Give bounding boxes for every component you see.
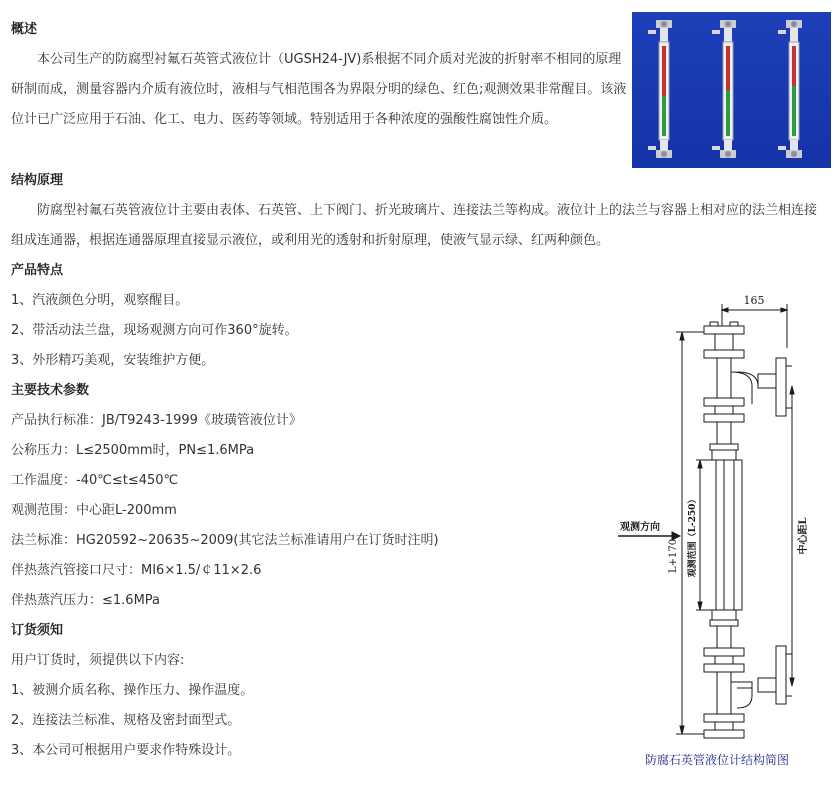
product-photo <box>632 12 831 168</box>
overview-line-2: 研制而成，测量容器内介质有液位时，液相与气相范围各为界限分明的绿色、红色;观测效果非常醒目。该液 <box>11 82 627 97</box>
level-gauge-photo-image <box>632 12 831 168</box>
structure-heading: 结构原理 <box>11 173 64 188</box>
overview-line-1: 本公司生产的防腐型衬氟石英管式液位计（UGSH24-JV)系根据不同介质对光波的折射率不相同的原理 <box>37 52 622 67</box>
overall-length-label: L+170 <box>668 538 679 574</box>
ordering-item-1: 用户订货时，须提供以下内容: <box>11 653 185 668</box>
structure-line-2: 组成连通器，根据连通器原理直接显示液位，或利用光的透射和折射原理，使液气显示绿、红两种颜色。 <box>11 233 610 248</box>
spec-item-4: 观测范围：中心距L-200mm <box>11 503 177 518</box>
ordering-item-3: 2、连接法兰标准、规格及密封面型式。 <box>11 713 241 728</box>
observe-direction-label: 观测方向 <box>620 522 660 533</box>
spec-item-7: 伴热蒸汽压力：≤1.6MPa <box>11 593 161 608</box>
overview-heading: 概述 <box>11 22 38 37</box>
spec-item-6: 伴热蒸汽管接口尺寸：MI6×1.5/￠11×2.6 <box>11 563 262 578</box>
feature-item-2: 2、带活动法兰盘，现场观测方向可作360°旋转。 <box>11 323 298 338</box>
structure-diagram <box>612 286 823 774</box>
spec-item-5: 法兰标准：HG20592~20635~2009(其它法兰标准请用户在订货时注明) <box>11 533 439 548</box>
feature-item-3: 3、外形精巧美观，安装维护方便。 <box>11 353 215 368</box>
quartz-tube <box>716 460 742 610</box>
features-heading: 产品特点 <box>11 263 64 278</box>
ordering-item-4: 3、本公司可根据用户要求作特殊设计。 <box>11 743 241 758</box>
structure-line-1: 防腐型衬氟石英管液位计主要由表体、石英管、上下阀门、折光玻璃片、连接法兰等构成。液位计上的法兰与容器上相对应的法兰相连接 <box>37 203 818 218</box>
center-distance-label: 中心距L <box>798 517 809 555</box>
observe-range-label: 观测范围（L-250） <box>688 494 698 578</box>
feature-item-1: 1、汽液颜色分明，观察醒目。 <box>11 293 189 308</box>
dim-top-label: 165 <box>743 294 765 307</box>
spec-item-3: 工作温度：-40℃≤t≤450℃ <box>11 473 179 488</box>
spec-item-1: 产品执行标准：JB/T9243-1999《玻璜管液位计》 <box>11 413 302 428</box>
ordering-heading: 订货须知 <box>11 623 64 638</box>
overview-line-3: 位计已广泛应用于石油、化工、电力、医药等领域。特别适用于各种浓度的强酸性腐蚀性介质。 <box>11 112 558 127</box>
gauge-structure-drawing <box>612 286 823 774</box>
ordering-item-2: 1、被测介质名称、操作压力、操作温度。 <box>11 683 254 698</box>
diagram-caption: 防腐石英管液位计结构简图 <box>644 753 790 767</box>
specs-heading: 主要技术参数 <box>11 383 90 398</box>
spec-item-2: 公称压力：L≤2500mm时，PN≤1.6MPa <box>11 443 255 458</box>
